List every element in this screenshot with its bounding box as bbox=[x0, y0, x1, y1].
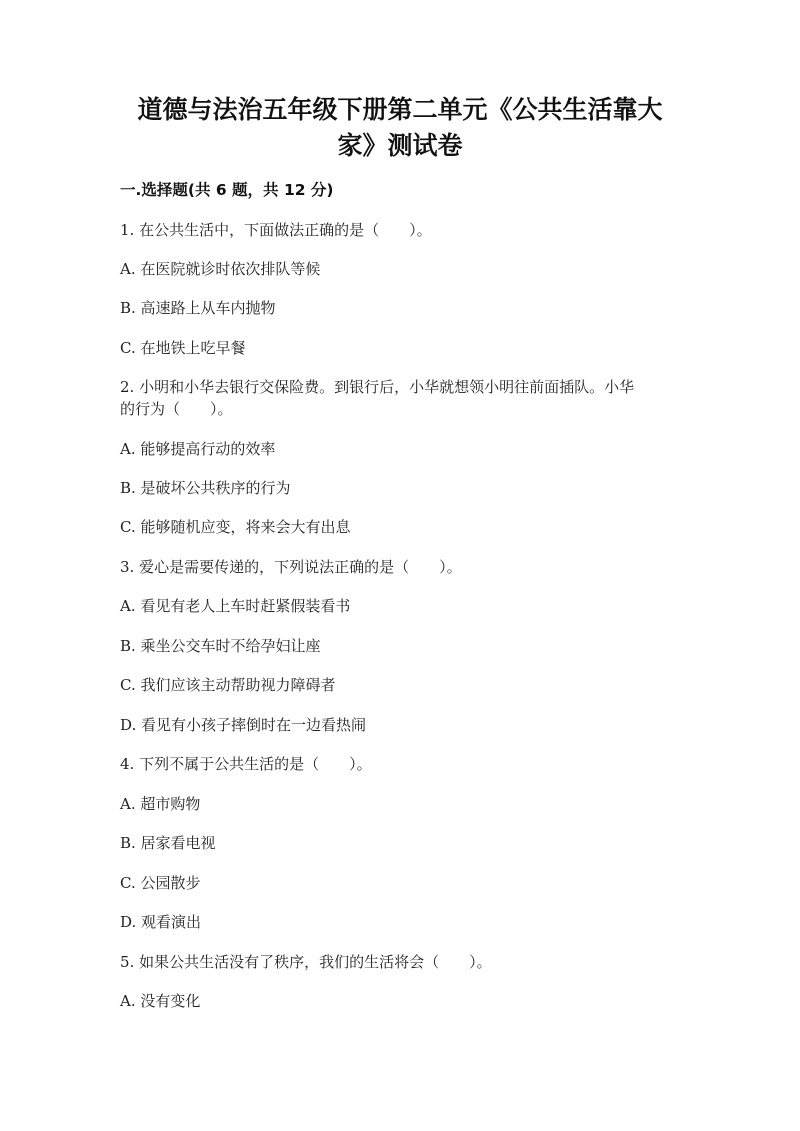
page-title-line-2: 家》测试卷 bbox=[337, 131, 463, 160]
question-1-option-a: A. 在医院就诊时依次排队等候 bbox=[120, 260, 321, 278]
question-4-option-b: B. 居家看电视 bbox=[120, 834, 216, 852]
question-5-stem: 5. 如果公共生活没有了秩序，我们的生活将会（ ）。 bbox=[120, 953, 492, 971]
question-4-option-d: D. 观看演出 bbox=[120, 913, 202, 931]
question-3-stem: 3. 爱心是需要传递的，下列说法正确的是（ ）。 bbox=[120, 558, 462, 576]
question-4-stem: 4. 下列不属于公共生活的是（ ）。 bbox=[120, 755, 372, 773]
question-3-option-b: B. 乘坐公交车时不给孕妇让座 bbox=[120, 637, 321, 655]
question-5-option-a: A. 没有变化 bbox=[120, 992, 201, 1010]
question-1-stem: 1. 在公共生活中，下面做法正确的是（ ）。 bbox=[120, 221, 432, 239]
question-4-option-c: C. 公园散步 bbox=[120, 874, 201, 892]
question-1-option-b: B. 高速路上从车内抛物 bbox=[120, 299, 276, 317]
page-title bbox=[100, 92, 700, 164]
question-2-stem-line-2: 的行为（ ）。 bbox=[120, 400, 233, 418]
page-title-line-1: 道德与法治五年级下册第二单元《公共生活靠大 bbox=[137, 95, 663, 124]
question-2-option-c: C. 能够随机应变，将来会大有出息 bbox=[120, 518, 351, 536]
question-4-option-a: A. 超市购物 bbox=[120, 795, 201, 813]
question-2-stem-line-1: 2. 小明和小华去银行交保险费。到银行后，小华就想领小明往前面插队。小华 bbox=[120, 378, 635, 396]
question-1-option-c: C. 在地铁上吃早餐 bbox=[120, 339, 246, 357]
section-heading: 一.选择题(共 6 题，共 12 分) bbox=[120, 181, 334, 199]
question-2-option-a: A. 能够提高行动的效率 bbox=[120, 440, 276, 458]
question-3-option-c: C. 我们应该主动帮助视力障碍者 bbox=[120, 676, 336, 694]
question-3-option-d: D. 看见有小孩子摔倒时在一边看热闹 bbox=[120, 716, 367, 734]
question-2-option-b: B. 是破坏公共秩序的行为 bbox=[120, 479, 291, 497]
question-3-option-a: A. 看见有老人上车时赶紧假装看书 bbox=[120, 597, 351, 615]
